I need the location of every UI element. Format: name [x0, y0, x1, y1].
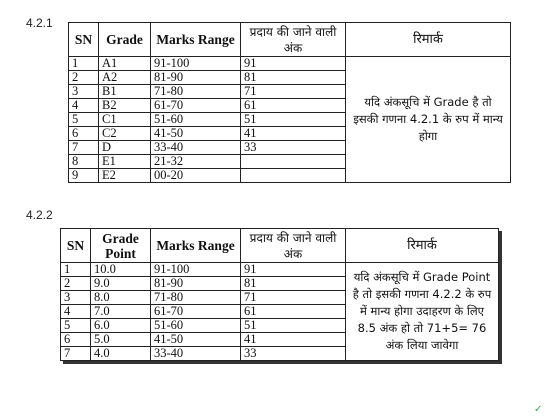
table-row: [61, 263, 499, 277]
cell-point: 10.0: [91, 263, 151, 277]
cell-marks: 71: [241, 85, 346, 99]
cell-marks: 33: [241, 347, 346, 361]
cell-range: 61-70: [151, 305, 241, 319]
cell-range: 91-100: [151, 57, 241, 71]
cell-sn: 4: [69, 99, 99, 113]
cell-grade: A2: [99, 71, 151, 85]
header-sn: SN: [61, 229, 91, 263]
cell-sn: 7: [61, 347, 91, 361]
cell-sn: 2: [61, 277, 91, 291]
cell-marks: 41: [241, 333, 346, 347]
cell-sn: 5: [61, 319, 91, 333]
cell-range: 71-80: [151, 85, 241, 99]
grade-point-table: [60, 228, 499, 361]
remark-cell: यदि अंकसूचि में Grade Point है तो इसकी गणना 4.2.2 के रुप में मान्य होगा उदाहरण के लिए 8.5 अंक हो तो 71+5= 76 अंक लिया जावेगा: [346, 263, 499, 361]
cell-marks: [241, 169, 346, 183]
cell-marks: 81: [241, 71, 346, 85]
cell-range: 00-20: [151, 169, 241, 183]
cell-marks: 91: [241, 263, 346, 277]
corner-mark-icon: ✓: [534, 404, 543, 415]
header-marks-range: Marks Range: [151, 23, 241, 57]
cell-grade: E2: [99, 169, 151, 183]
cell-sn: 1: [61, 263, 91, 277]
cell-point: 9.0: [91, 277, 151, 291]
header-marks-range: Marks Range: [151, 229, 241, 263]
cell-grade: C2: [99, 127, 151, 141]
cell-range: 33-40: [151, 141, 241, 155]
cell-range: 71-80: [151, 291, 241, 305]
header-grade-point: Grade Point: [91, 229, 151, 263]
cell-marks: 61: [241, 305, 346, 319]
cell-sn: 6: [69, 127, 99, 141]
cell-range: 21-32: [151, 155, 241, 169]
cell-point: 6.0: [91, 319, 151, 333]
remark-cell: यदि अंकसूचि में Grade है तो इसकी गणना 4.2.1 के रुप में मान्य होगा: [346, 57, 511, 183]
cell-range: 51-60: [151, 113, 241, 127]
cell-grade: A1: [99, 57, 151, 71]
cell-marks: 51: [241, 113, 346, 127]
cell-sn: 6: [61, 333, 91, 347]
cell-range: 33-40: [151, 347, 241, 361]
cell-range: 41-50: [151, 127, 241, 141]
grade-table: [68, 22, 511, 183]
header-marks-awarded: प्रदाय की जाने वाली अंक: [241, 229, 346, 263]
section-label-4-2-1: 4.2.1: [26, 16, 53, 30]
cell-sn: 3: [69, 85, 99, 99]
table-row: [69, 57, 511, 71]
header-marks-awarded: प्रदाय की जाने वाली अंक: [241, 23, 346, 57]
cell-sn: 4: [61, 305, 91, 319]
cell-grade: D: [99, 141, 151, 155]
cell-marks: 33: [241, 141, 346, 155]
cell-point: 7.0: [91, 305, 151, 319]
cell-range: 81-90: [151, 71, 241, 85]
cell-sn: 5: [69, 113, 99, 127]
cell-sn: 9: [69, 169, 99, 183]
cell-sn: 8: [69, 155, 99, 169]
cell-marks: 61: [241, 99, 346, 113]
cell-point: 8.0: [91, 291, 151, 305]
cell-marks: 51: [241, 319, 346, 333]
cell-range: 51-60: [151, 319, 241, 333]
header-remark: रिमार्क: [346, 229, 499, 263]
cell-point: 4.0: [91, 347, 151, 361]
header-sn: SN: [69, 23, 99, 57]
cell-grade: C1: [99, 113, 151, 127]
cell-marks: 81: [241, 277, 346, 291]
cell-grade: B1: [99, 85, 151, 99]
cell-marks: [241, 155, 346, 169]
cell-sn: 1: [69, 57, 99, 71]
cell-sn: 2: [69, 71, 99, 85]
cell-marks: 91: [241, 57, 346, 71]
cell-point: 5.0: [91, 333, 151, 347]
cell-marks: 41: [241, 127, 346, 141]
cell-grade: E1: [99, 155, 151, 169]
cell-sn: 7: [69, 141, 99, 155]
cell-sn: 3: [61, 291, 91, 305]
cell-range: 91-100: [151, 263, 241, 277]
cell-grade: B2: [99, 99, 151, 113]
cell-range: 81-90: [151, 277, 241, 291]
cell-marks: 71: [241, 291, 346, 305]
section-label-4-2-2: 4.2.2: [26, 208, 53, 222]
header-grade: Grade: [99, 23, 151, 57]
cell-range: 41-50: [151, 333, 241, 347]
cell-range: 61-70: [151, 99, 241, 113]
header-remark: रिमार्क: [346, 23, 511, 57]
